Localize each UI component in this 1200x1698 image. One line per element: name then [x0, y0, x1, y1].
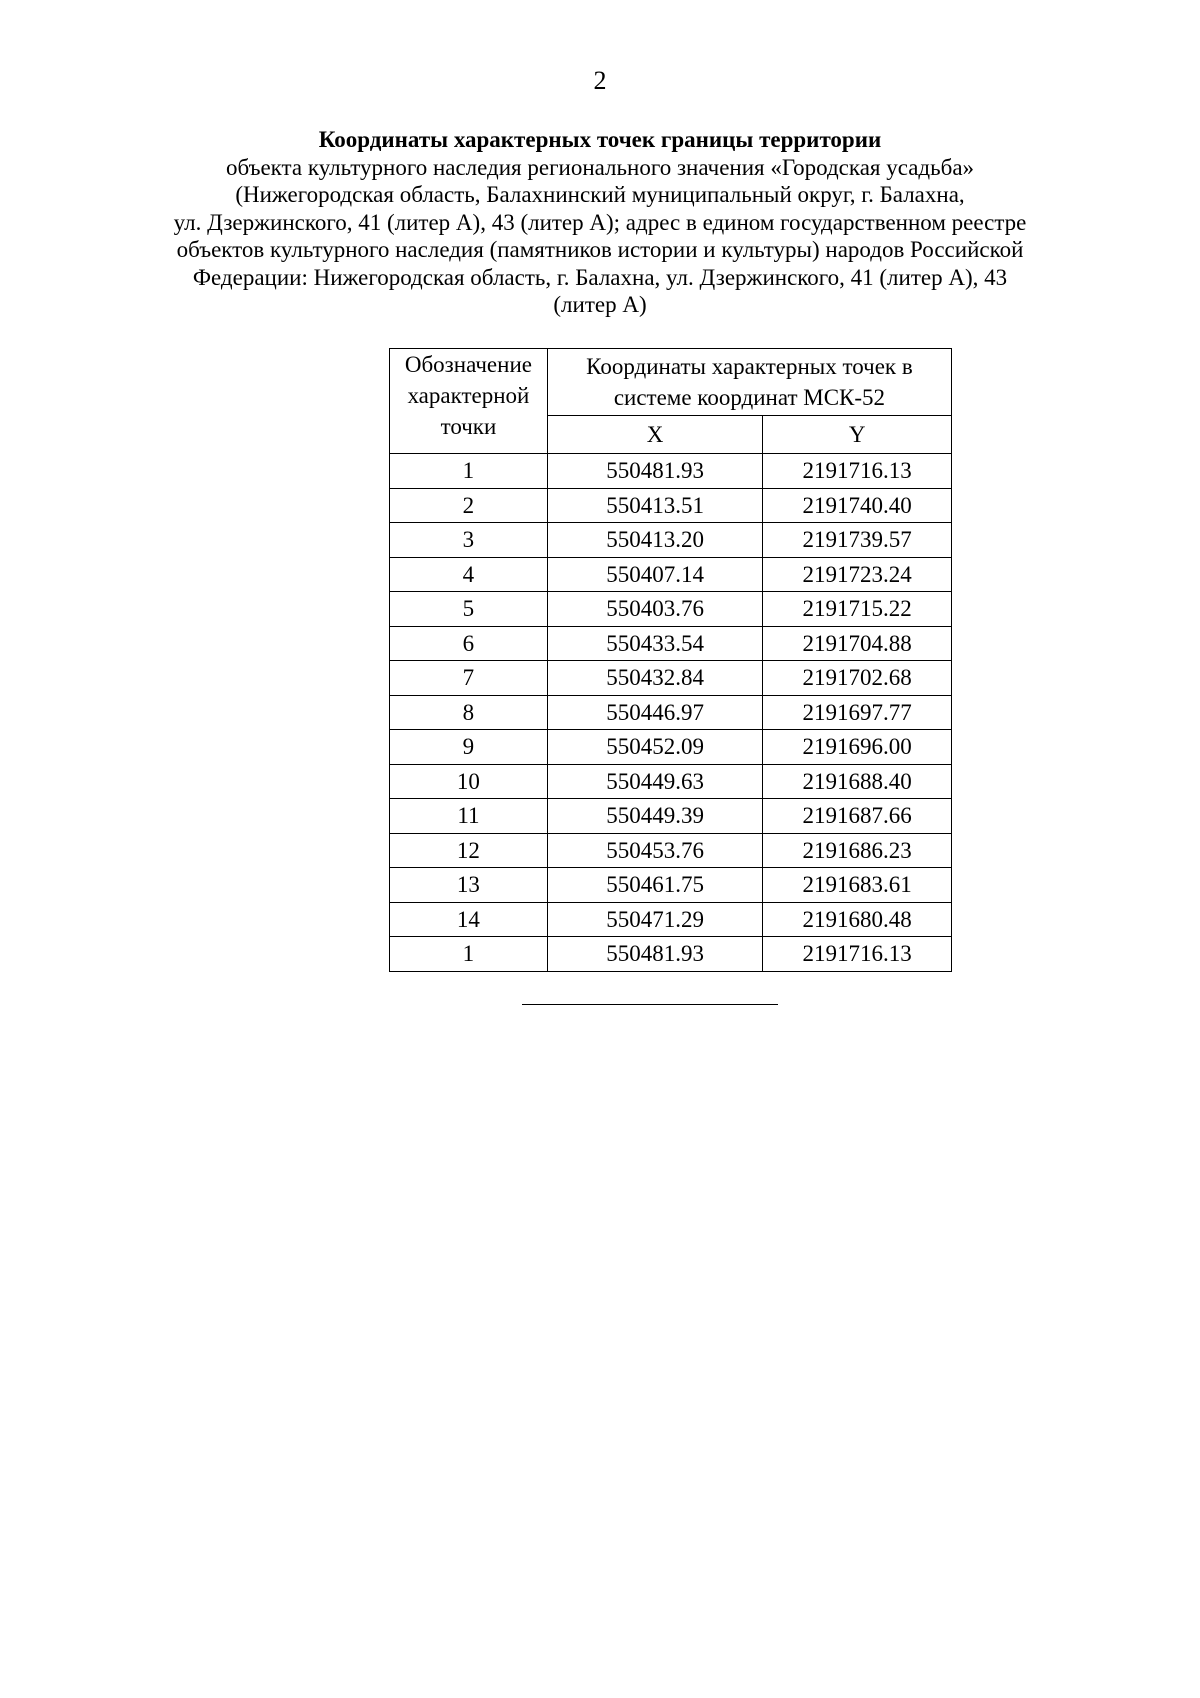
point-cell: 4	[390, 557, 548, 592]
y-coordinate-cell: 2191696.00	[763, 730, 952, 765]
header-point-line: характерной	[407, 383, 530, 408]
y-coordinate-cell: 2191702.68	[763, 661, 952, 696]
table-body	[390, 454, 952, 972]
x-coordinate-cell: 550432.84	[547, 661, 762, 696]
heading-line: ул. Дзержинского, 41 (литер А), 43 (литер А); адрес в едином государственном реестре	[173, 209, 1027, 235]
table-row	[390, 557, 952, 592]
point-cell: 1	[390, 937, 548, 972]
point-cell: 12	[390, 833, 548, 868]
table-row	[390, 730, 952, 765]
x-coordinate-cell: 550481.93	[547, 937, 762, 972]
heading-line: объектов культурного наследия (памятников истории и культуры) народов Российской	[176, 237, 1024, 262]
x-coordinate-cell: 550481.93	[547, 454, 762, 489]
y-coordinate-cell: 2191740.40	[763, 488, 952, 523]
point-cell: 13	[390, 868, 548, 903]
y-coordinate-cell: 2191704.88	[763, 626, 952, 661]
table-row	[390, 454, 952, 489]
x-coordinate-cell: 550413.20	[547, 523, 762, 558]
y-coordinate-cell: 2191716.13	[763, 454, 952, 489]
heading-title: Координаты характерных точек границы территории	[318, 127, 882, 152]
y-coordinate-cell: 2191715.22	[763, 592, 952, 627]
header-x: X	[547, 416, 762, 454]
table-row	[390, 833, 952, 868]
x-coordinate-cell: 550403.76	[547, 592, 762, 627]
x-coordinate-cell: 550446.97	[547, 695, 762, 730]
heading-line: Федерации: Нижегородская область, г. Балахна, ул. Дзержинского, 41 (литер А), 43	[192, 264, 1008, 290]
header-y: Y	[763, 416, 952, 454]
heading-line: (Нижегородская область, Балахнинский муниципальный округ, г. Балахна,	[235, 182, 965, 207]
table-row	[390, 523, 952, 558]
header-coords-line: Координаты характерных точек в	[586, 354, 913, 379]
point-cell: 11	[390, 799, 548, 834]
y-coordinate-cell: 2191688.40	[763, 764, 952, 799]
table-row	[390, 488, 952, 523]
header-coords-line: системе координат МСК-52	[613, 385, 886, 410]
x-coordinate-cell: 550407.14	[547, 557, 762, 592]
y-coordinate-cell: 2191697.77	[763, 695, 952, 730]
y-coordinate-cell: 2191739.57	[763, 523, 952, 558]
point-cell: 8	[390, 695, 548, 730]
y-coordinate-cell: 2191687.66	[763, 799, 952, 834]
y-coordinate-cell: 2191686.23	[763, 833, 952, 868]
table-row	[390, 937, 952, 972]
table-row	[390, 868, 952, 903]
x-coordinate-cell: 550452.09	[547, 730, 762, 765]
heading-line: объекта культурного наследия регионального значения «Городская усадьба»	[225, 154, 975, 180]
end-divider-line	[522, 1004, 778, 1005]
y-coordinate-cell: 2191716.13	[763, 937, 952, 972]
point-cell: 6	[390, 626, 548, 661]
header-point-line: точки	[440, 414, 497, 439]
y-coordinate-cell: 2191723.24	[763, 557, 952, 592]
table-row	[390, 764, 952, 799]
coordinates-table	[389, 348, 952, 972]
page-number: 2	[593, 66, 607, 95]
table-row	[390, 799, 952, 834]
x-coordinate-cell: 550461.75	[547, 868, 762, 903]
x-coordinate-cell: 550471.29	[547, 902, 762, 937]
y-coordinate-cell: 2191680.48	[763, 902, 952, 937]
table-row	[390, 695, 952, 730]
header-coordinates	[547, 349, 951, 416]
table-row	[390, 626, 952, 661]
x-coordinate-cell: 550433.54	[547, 626, 762, 661]
point-cell: 2	[390, 488, 548, 523]
header-point-designation	[390, 349, 548, 454]
point-cell: 5	[390, 592, 548, 627]
heading-line: (литер А)	[553, 292, 647, 317]
x-coordinate-cell: 550413.51	[547, 488, 762, 523]
document-heading	[150, 126, 1050, 319]
point-cell: 1	[390, 454, 548, 489]
point-cell: 10	[390, 764, 548, 799]
point-cell: 7	[390, 661, 548, 696]
header-point-line: Обозначение	[404, 352, 532, 377]
table-row	[390, 592, 952, 627]
point-cell: 9	[390, 730, 548, 765]
table-row	[390, 661, 952, 696]
y-coordinate-cell: 2191683.61	[763, 868, 952, 903]
x-coordinate-cell: 550449.63	[547, 764, 762, 799]
x-coordinate-cell: 550453.76	[547, 833, 762, 868]
point-cell: 14	[390, 902, 548, 937]
point-cell: 3	[390, 523, 548, 558]
table-row	[390, 902, 952, 937]
x-coordinate-cell: 550449.39	[547, 799, 762, 834]
